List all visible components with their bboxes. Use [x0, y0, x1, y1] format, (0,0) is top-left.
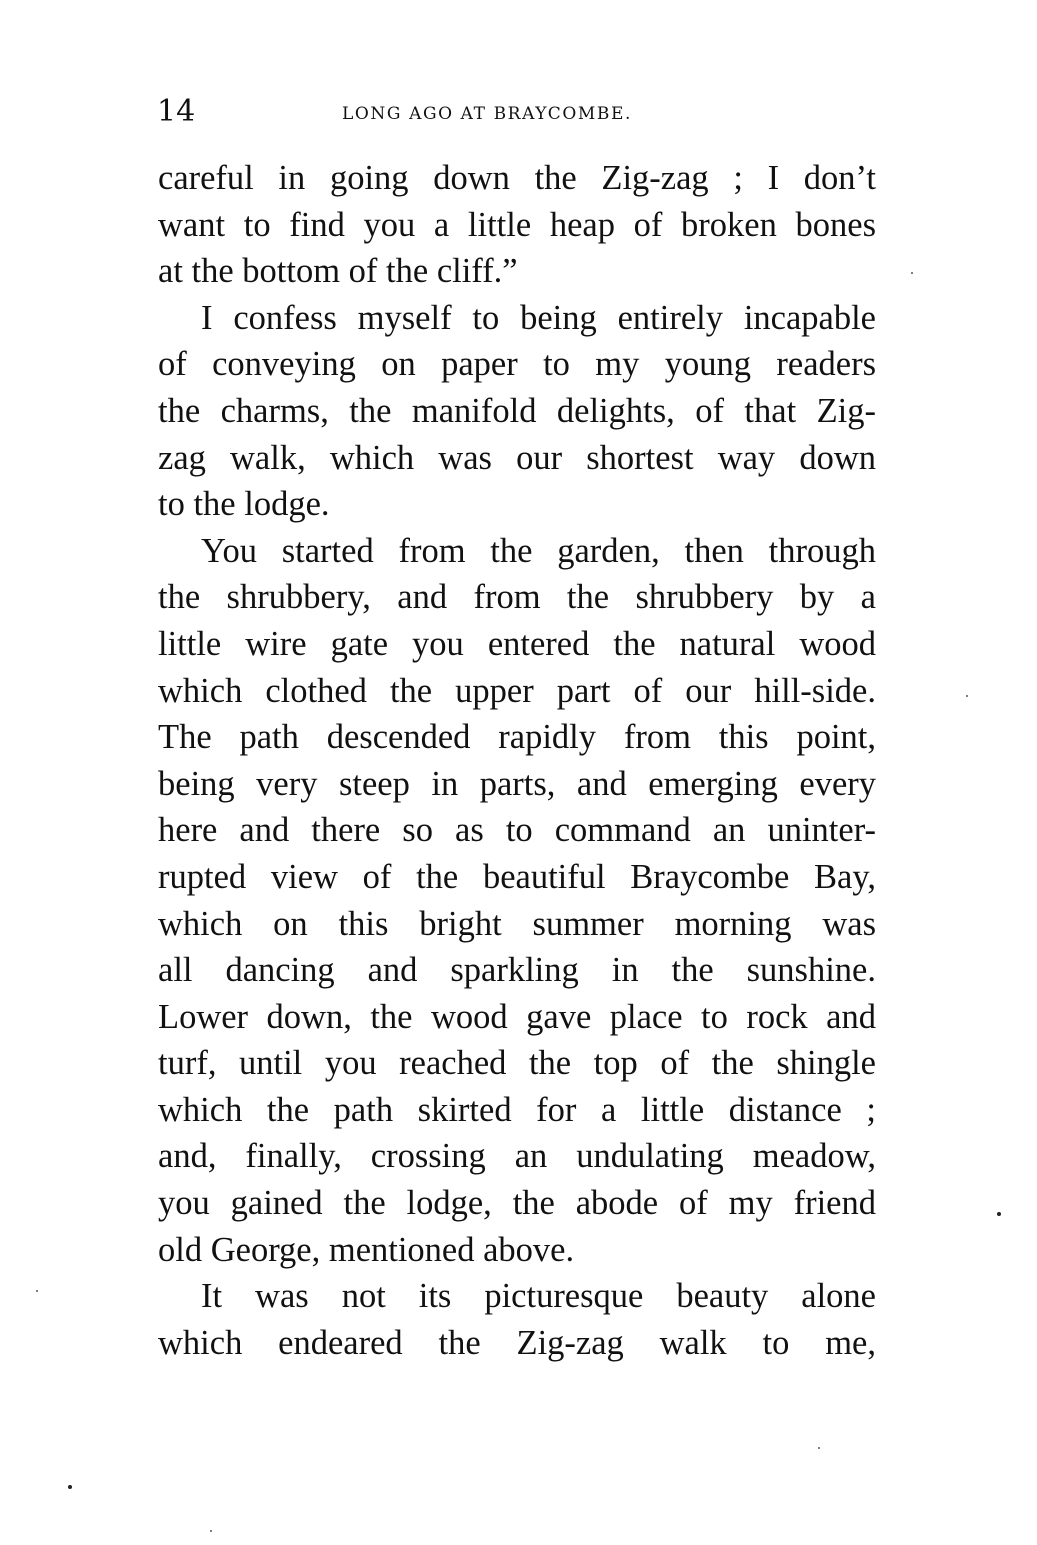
text-line: all dancing and sparkling in the sunshine.: [158, 951, 876, 990]
text-line: little wire gate you entered the natural wood: [158, 624, 876, 663]
scan-speck: [68, 1485, 72, 1489]
text-line: want to find you a little heap of broken bones: [158, 205, 876, 244]
text-line: careful in going down the Zig-zag ; I don’t: [158, 159, 876, 197]
page-number: 14: [157, 94, 196, 129]
text-line: old George, mentioned above.: [158, 1230, 575, 1269]
paragraph-first-line: I confess myself to being entirely incapable: [201, 298, 876, 337]
text-line: Lower down, the wood gave place to rock and: [158, 997, 876, 1036]
scan-speck: [911, 272, 913, 274]
text-line: which endeared the Zig-zag walk to me,: [158, 1323, 876, 1362]
scan-speck: [818, 1447, 820, 1449]
text-line: which the path skirted for a little distance ;: [158, 1090, 876, 1129]
text-line: to the lodge.: [158, 485, 330, 524]
text-line: of conveying on paper to my young readers: [158, 345, 876, 384]
text-line: zag walk, which was our shortest way down: [158, 438, 876, 477]
text-line: turf, until you reached the top of the shingle: [158, 1044, 876, 1083]
text-line: the shrubbery, and from the shrubbery by a: [158, 578, 876, 617]
page-header: [157, 92, 877, 132]
scan-speck: [997, 1212, 1001, 1216]
text-line: which clothed the upper part of our hill-side.: [158, 671, 876, 710]
text-line: you gained the lodge, the abode of my friend: [158, 1184, 876, 1223]
scan-speck: [210, 1530, 212, 1532]
text-line: at the bottom of the cliff.”: [158, 252, 518, 291]
text-line: The path descended rapidly from this point,: [158, 718, 876, 757]
text-line: here and there so as to command an uninter-: [158, 811, 876, 850]
body-text: [158, 155, 876, 1366]
text-line: being very steep in parts, and emerging every: [158, 764, 876, 803]
scan-speck: [36, 1290, 38, 1292]
text-line: the charms, the manifold delights, of that Zig-: [158, 391, 876, 430]
text-line: and, finally, crossing an undulating meadow,: [158, 1137, 876, 1176]
paragraph-first-line: You started from the garden, then through: [201, 531, 876, 570]
text-line: rupted view of the beautiful Braycombe Bay,: [158, 857, 876, 896]
text-line: which on this bright summer morning was: [158, 904, 876, 943]
paragraph-first-line: It was not its picturesque beauty alone: [201, 1277, 876, 1316]
running-title: LONG AGO AT BRAYCOMBE.: [342, 104, 633, 124]
scan-speck: [966, 695, 968, 697]
